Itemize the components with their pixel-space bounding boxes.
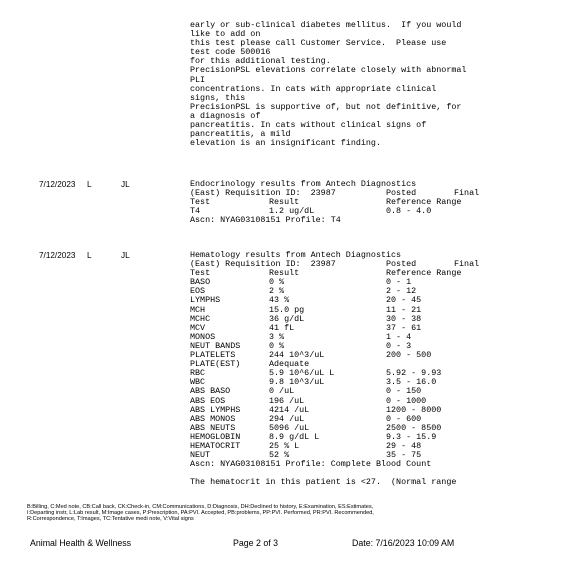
reference-range: 200 - 500 — [386, 350, 432, 361]
result-row — [190, 433, 550, 442]
test-name: ABS BASO — [190, 386, 231, 397]
legend-line: I:Departing instr, L:Lab result, M:Image cases, P:Prescription, PA:PVI. Accepted, PB:problems, PP:PVI. Performed, PR:PVI. Recommended, — [27, 510, 374, 517]
test-result: 5096 /uL — [269, 422, 310, 433]
reference-range: 0 - 3 — [386, 340, 412, 351]
test-result: 43 % — [269, 295, 290, 306]
previous-entry-continuation — [190, 21, 550, 148]
final-label: Final — [454, 188, 480, 199]
result-row — [190, 278, 550, 287]
test-result: 3 % — [269, 331, 285, 342]
test-name: ABS EOS — [190, 395, 226, 406]
continuation-line: like to add on — [190, 29, 261, 40]
continuation-line: PLI — [190, 74, 206, 85]
abbreviation-legend — [27, 504, 547, 523]
column-headers — [190, 269, 550, 278]
continuation-line: test code 500016 — [190, 47, 271, 58]
continuation-line: this test please call Customer Service. Please use — [190, 38, 447, 49]
reference-range: 3.5 - 16.0 — [386, 377, 437, 388]
reference-range: 30 - 38 — [386, 313, 422, 324]
continuation-line: signs, this — [190, 92, 246, 103]
test-result: 1.2 ug/dL — [269, 206, 315, 217]
endocrinology-result — [190, 180, 550, 225]
test-result: 0 % — [269, 340, 285, 351]
accession-line: Ascn: NYAG03108151 Profile: Complete Blood Count — [190, 459, 432, 470]
reference-range: 35 - 75 — [386, 450, 422, 461]
legend-line: B:Billing, C:Med note, CB:Call back, CK:Check-in, CM:Communications, D:Diagnosis, DH:Declined to history, E:Examination, ES:Estimates, — [27, 504, 374, 510]
column-headers — [190, 198, 550, 207]
requisition-id: (East) Requisition ID: 23987 — [190, 188, 336, 199]
accession-line: Ascn: NYAG03108151 Profile: T4 — [190, 215, 341, 226]
test-result: 52 % — [269, 450, 290, 461]
test-name: ABS MONOS — [190, 413, 236, 424]
test-name: RBC — [190, 368, 206, 379]
legend-line: R:Correspondence, T:Images, TC:Tentative medi note, V:Vital signs — [27, 516, 194, 523]
test-name: EOS — [190, 286, 206, 297]
test-name: HEMATOCRIT — [190, 440, 241, 451]
test-name: MCHC — [190, 313, 211, 324]
test-name: MCH — [190, 304, 206, 315]
result-row — [190, 406, 550, 415]
reference-range: 20 - 45 — [386, 295, 422, 306]
test-name: MONOS — [190, 331, 216, 342]
test-result: 0 /uL — [269, 386, 295, 397]
entry-staff: JL — [121, 251, 130, 260]
reference-range: 9.3 - 15.9 — [386, 431, 437, 442]
result-row — [190, 397, 550, 406]
result-title: Endocrinology results from Antech Diagnostics — [190, 179, 417, 189]
test-result: 41 fL — [269, 322, 295, 333]
test-name: PLATE(EST) — [190, 359, 241, 370]
continuation-line: concentrations. In cats with appropriate clinical — [190, 83, 437, 94]
reference-range: 11 - 21 — [386, 304, 422, 315]
entry-staff: JL — [121, 180, 130, 189]
continuation-line: PrecisionPSL elevations correlate closely with abnormal — [190, 65, 467, 76]
reference-range: 2500 - 8500 — [386, 422, 442, 433]
result-row — [190, 378, 550, 387]
requisition-line — [190, 189, 550, 198]
continuation-line: pancreatitis. In cats without clinical signs of — [190, 120, 427, 131]
test-result: 36 g/dL — [269, 313, 305, 324]
reference-range: 0 - 1000 — [386, 395, 427, 406]
result-row — [190, 387, 550, 396]
test-name: WBC — [190, 377, 206, 388]
test-result: 2 % — [269, 286, 285, 297]
continuation-line: PrecisionPSL is supportive of, but not definitive, for — [190, 101, 462, 112]
test-header: Test — [190, 197, 211, 208]
test-name: NEUT BANDS — [190, 340, 241, 351]
entry-date: 7/12/2023 — [39, 180, 76, 189]
result-row — [190, 451, 550, 460]
entry-date: 7/12/2023 — [39, 251, 76, 260]
result-row — [190, 424, 550, 433]
test-result: 9.8 10^3/uL — [269, 377, 325, 388]
entry-type-code: L — [87, 251, 92, 260]
result-row — [190, 442, 550, 451]
hematology-rows — [190, 278, 550, 460]
continuation-line: elevation is an insignificant finding. — [190, 138, 381, 149]
interpretation-note: The hematocrit in this patient is <27. (Normal range — [190, 477, 457, 488]
reference-range: 2 - 12 — [386, 286, 417, 297]
test-result: 5.9 10^6/uL L — [269, 368, 335, 379]
test-name: BASO — [190, 277, 211, 288]
test-name: MCV — [190, 322, 206, 333]
result-row — [190, 207, 550, 216]
test-result: 8.9 g/dL L — [269, 431, 320, 442]
result-row — [190, 342, 550, 351]
test-result: 4214 /uL — [269, 404, 310, 415]
result-row — [190, 296, 550, 305]
hematology-result — [190, 251, 550, 487]
test-name: T4 — [190, 206, 201, 217]
result-row — [190, 324, 550, 333]
result-row — [190, 369, 550, 378]
reference-range: 29 - 48 — [386, 440, 422, 451]
result-row — [190, 333, 550, 342]
result-row — [190, 315, 550, 324]
range-header: Reference Range — [386, 197, 462, 208]
result-row — [190, 287, 550, 296]
requisition-line — [190, 260, 550, 269]
reference-range: 1 - 4 — [386, 331, 412, 342]
test-name: ABS LYMPHS — [190, 404, 241, 415]
reference-range: 37 - 61 — [386, 322, 422, 333]
test-result: 15.0 pg — [269, 304, 305, 315]
result-title: Hematology results from Antech Diagnostics — [190, 250, 402, 260]
test-result: 25 % L — [269, 440, 300, 451]
reference-range: 5.92 - 9.93 — [386, 368, 442, 379]
result-row — [190, 360, 550, 369]
test-result: 196 /uL — [269, 395, 305, 406]
result-row — [190, 351, 550, 360]
requisition-id: (East) Requisition ID: 23987 — [190, 259, 336, 270]
posted-label: Posted — [386, 259, 417, 270]
result-row — [190, 306, 550, 315]
test-result: 0 % — [269, 277, 285, 288]
result-row — [190, 415, 550, 424]
test-name: LYMPHS — [190, 295, 221, 306]
entry-type-code: L — [87, 180, 92, 189]
continuation-line: a diagnosis of — [190, 110, 261, 121]
test-name: PLATELETS — [190, 350, 236, 361]
test-result: Adequate — [269, 359, 310, 370]
posted-label: Posted — [386, 188, 417, 199]
result-header: Result — [269, 197, 300, 208]
result-header: Result — [269, 268, 300, 279]
range-header: Reference Range — [386, 268, 462, 279]
reference-range: 0.8 - 4.0 — [386, 206, 432, 217]
test-name: NEUT — [190, 450, 211, 461]
reference-range: 0 - 150 — [386, 386, 422, 397]
reference-range: 0 - 1 — [386, 277, 412, 288]
footer-print-date: Date: 7/16/2023 10:09 AM — [352, 538, 455, 548]
footer-page-number: Page 2 of 3 — [233, 538, 278, 548]
continuation-line: early or sub-clinical diabetes mellitus. If you would — [190, 20, 462, 30]
reference-range: 1200 - 8000 — [386, 404, 442, 415]
reference-range: 0 - 600 — [386, 413, 422, 424]
final-label: Final — [454, 259, 480, 270]
test-header: Test — [190, 268, 211, 279]
continuation-line: for this additional testing. — [190, 56, 331, 67]
continuation-line: pancreatitis, a mild — [190, 129, 291, 140]
footer-practice-name: Animal Health & Wellness — [30, 538, 132, 548]
test-name: HEMOGLOBIN — [190, 431, 241, 442]
test-result: 244 10^3/uL — [269, 350, 325, 361]
test-result: 294 /uL — [269, 413, 305, 424]
test-name: ABS NEUTS — [190, 422, 236, 433]
